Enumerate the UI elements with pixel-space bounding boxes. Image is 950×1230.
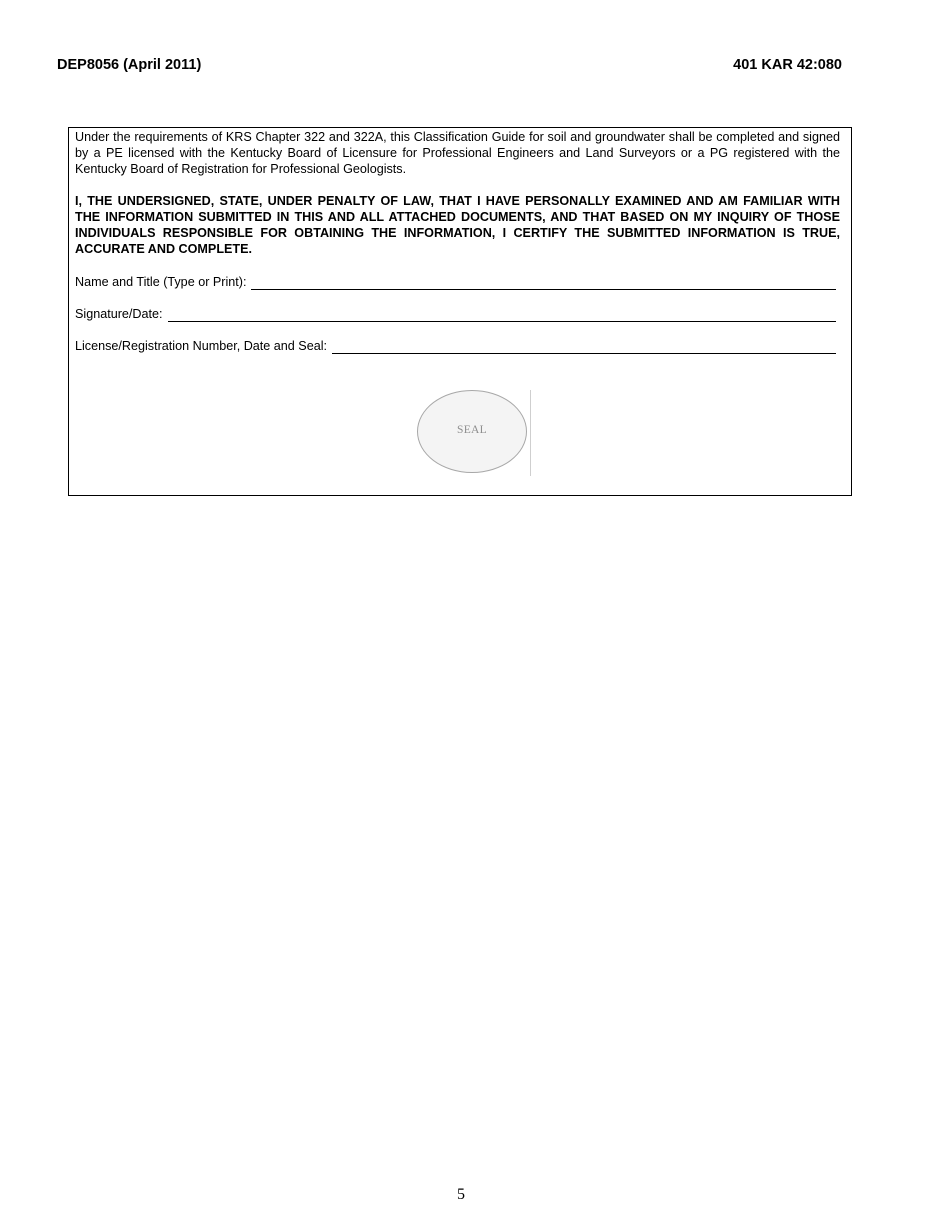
signature-date-field[interactable]: [75, 306, 836, 322]
name-title-field[interactable]: [75, 274, 836, 290]
form-id: DEP8056 (April 2011): [57, 57, 202, 73]
license-label: License/Registration Number, Date and Seal:: [75, 339, 328, 353]
license-line[interactable]: [332, 340, 836, 354]
name-title-line[interactable]: [251, 276, 836, 290]
page-number: 5: [457, 1186, 465, 1203]
certification-statement: I, THE UNDERSIGNED, STATE, UNDER PENALTY OF LAW, THAT I HAVE PERSONALLY EXAMINED AND AM FAMILIAR WITH THE INFORMATION SUBMITTED IN THIS AND ALL ATTACHED DOCUMENTS, AND THAT BASED ON MY INQUIRY OF THOSE INDIVIDUALS RESPONSIBLE FOR OBTAINING THE INFORMATION, I CERTIFY THE SUBMITTED INFORMATION IS TRUE, ACCURATE AND COMPLETE.: [75, 194, 840, 256]
signature-date-line[interactable]: [168, 308, 836, 322]
signature-date-label: Signature/Date:: [75, 307, 163, 321]
certification-box: [68, 127, 852, 496]
seal: [417, 390, 531, 476]
regulation-reference: 401 KAR 42:080: [733, 57, 842, 73]
seal-divider: [530, 390, 531, 476]
seal-label: SEAL: [457, 424, 487, 436]
certification-intro: Under the requirements of KRS Chapter 322 and 322A, this Classification Guide for soil and groundwater shall be completed and signed by a PE licensed with the Kentucky Board of Licensure for Professional Engineers and Land Surveyors or a PG registered with the Kentucky Board of Registration for Professional Geologists.: [75, 130, 840, 176]
license-field[interactable]: [75, 338, 836, 354]
name-title-label: Name and Title (Type or Print):: [75, 275, 247, 289]
